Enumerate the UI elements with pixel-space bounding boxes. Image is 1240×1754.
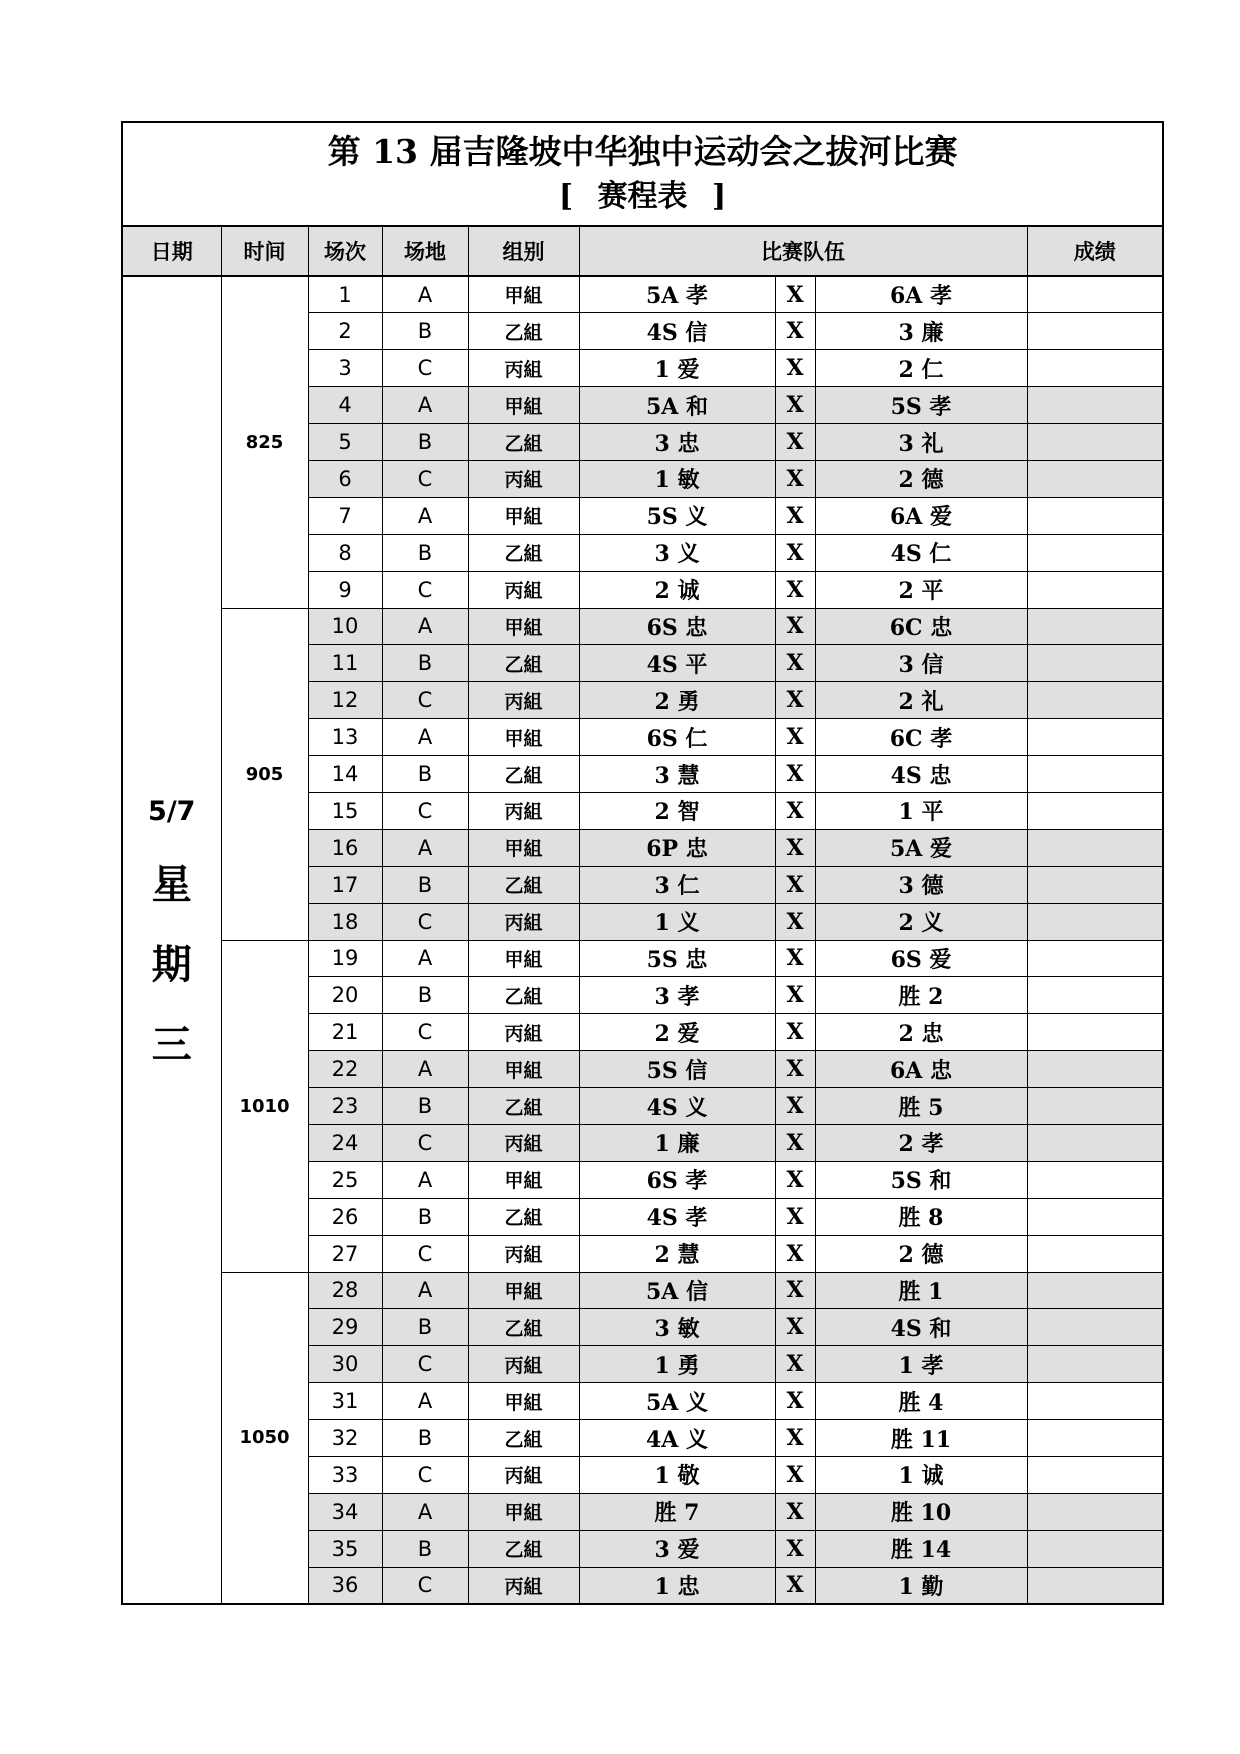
page-subtitle — [123, 177, 1162, 217]
match-group: 丙組 — [468, 792, 579, 829]
match-team-a: 5A 信 — [579, 1272, 775, 1309]
match-team-b: 2 礼 — [815, 682, 1027, 719]
match-team-a: 2 爱 — [579, 1014, 775, 1051]
match-result — [1027, 1309, 1163, 1346]
match-vs-mark: X — [775, 1014, 815, 1051]
match-court: A — [382, 719, 468, 756]
match-team-a: 1 敬 — [579, 1457, 775, 1494]
match-court: A — [382, 1272, 468, 1309]
match-number: 20 — [308, 977, 382, 1014]
match-group: 丙組 — [468, 350, 579, 387]
match-group: 甲組 — [468, 387, 579, 424]
match-team-b: 2 仁 — [815, 350, 1027, 387]
date-weekday-char: 期 — [151, 941, 192, 988]
header-group: 组别 — [468, 226, 579, 276]
match-court: A — [382, 608, 468, 645]
match-court: C — [382, 682, 468, 719]
match-court: B — [382, 1530, 468, 1567]
schedule-table — [121, 121, 1164, 1605]
match-court: C — [382, 1567, 468, 1604]
match-vs-mark: X — [775, 829, 815, 866]
match-vs-mark: X — [775, 387, 815, 424]
match-vs-mark: X — [775, 460, 815, 497]
match-team-b: 5S 和 — [815, 1161, 1027, 1198]
match-vs-mark: X — [775, 756, 815, 793]
match-result — [1027, 1272, 1163, 1309]
match-court: C — [382, 1235, 468, 1272]
match-vs-mark: X — [775, 1493, 815, 1530]
match-vs-mark: X — [775, 1457, 815, 1494]
match-team-a: 3 仁 — [579, 866, 775, 903]
match-team-a: 1 敏 — [579, 460, 775, 497]
match-group: 甲組 — [468, 497, 579, 534]
match-team-a: 5A 孝 — [579, 276, 775, 313]
match-team-b: 6A 爱 — [815, 497, 1027, 534]
match-row — [122, 940, 1163, 977]
match-vs-mark: X — [775, 1161, 815, 1198]
match-court: C — [382, 1457, 468, 1494]
match-team-a: 4A 义 — [579, 1420, 775, 1457]
match-court: A — [382, 276, 468, 313]
match-vs-mark: X — [775, 313, 815, 350]
match-group: 甲組 — [468, 608, 579, 645]
match-group: 丙組 — [468, 1567, 579, 1604]
match-team-a: 3 孝 — [579, 977, 775, 1014]
match-team-b: 5A 爱 — [815, 829, 1027, 866]
time-slot-cell: 825 — [221, 276, 308, 608]
match-group: 乙組 — [468, 1088, 579, 1125]
title-block — [122, 122, 1163, 226]
match-vs-mark: X — [775, 497, 815, 534]
match-vs-mark: X — [775, 1124, 815, 1161]
match-result — [1027, 1088, 1163, 1125]
match-number: 32 — [308, 1420, 382, 1457]
match-court: A — [382, 1493, 468, 1530]
match-group: 甲組 — [468, 719, 579, 756]
subtitle-open-bracket: [ — [558, 179, 574, 214]
match-number: 25 — [308, 1161, 382, 1198]
match-group: 甲組 — [468, 829, 579, 866]
match-team-b: 4S 仁 — [815, 534, 1027, 571]
match-number: 14 — [308, 756, 382, 793]
match-number: 24 — [308, 1124, 382, 1161]
match-court: C — [382, 460, 468, 497]
match-team-b: 1 孝 — [815, 1346, 1027, 1383]
match-team-a: 4S 孝 — [579, 1198, 775, 1235]
match-number: 8 — [308, 534, 382, 571]
match-number: 10 — [308, 608, 382, 645]
match-court: B — [382, 756, 468, 793]
match-team-b: 3 廉 — [815, 313, 1027, 350]
header-date: 日期 — [122, 226, 221, 276]
match-number: 9 — [308, 571, 382, 608]
match-group: 乙組 — [468, 424, 579, 461]
subtitle-close-bracket: ] — [711, 179, 727, 214]
match-number: 33 — [308, 1457, 382, 1494]
match-team-a: 1 忠 — [579, 1567, 775, 1604]
match-result — [1027, 1235, 1163, 1272]
date-month-day: 5/7 — [148, 795, 196, 827]
match-team-a: 1 爱 — [579, 350, 775, 387]
match-vs-mark: X — [775, 1051, 815, 1088]
match-result — [1027, 497, 1163, 534]
match-number: 31 — [308, 1383, 382, 1420]
match-team-b: 2 德 — [815, 1235, 1027, 1272]
match-result — [1027, 1198, 1163, 1235]
match-court: A — [382, 829, 468, 866]
match-team-b: 4S 忠 — [815, 756, 1027, 793]
match-team-b: 6A 孝 — [815, 276, 1027, 313]
match-team-b: 2 忠 — [815, 1014, 1027, 1051]
match-team-a: 5S 信 — [579, 1051, 775, 1088]
match-group: 乙組 — [468, 1309, 579, 1346]
match-number: 17 — [308, 866, 382, 903]
match-result — [1027, 608, 1163, 645]
match-row — [122, 1272, 1163, 1309]
match-result — [1027, 1346, 1163, 1383]
match-result — [1027, 719, 1163, 756]
match-vs-mark: X — [775, 903, 815, 940]
match-team-a: 3 忠 — [579, 424, 775, 461]
match-group: 乙組 — [468, 1198, 579, 1235]
match-number: 23 — [308, 1088, 382, 1125]
match-result — [1027, 866, 1163, 903]
match-group: 乙組 — [468, 756, 579, 793]
match-court: A — [382, 940, 468, 977]
match-vs-mark: X — [775, 1309, 815, 1346]
match-number: 18 — [308, 903, 382, 940]
match-vs-mark: X — [775, 608, 815, 645]
match-group: 丙組 — [468, 1346, 579, 1383]
match-result — [1027, 313, 1163, 350]
match-number: 5 — [308, 424, 382, 461]
match-team-b: 6C 孝 — [815, 719, 1027, 756]
match-court: B — [382, 977, 468, 1014]
match-number: 11 — [308, 645, 382, 682]
match-result — [1027, 756, 1163, 793]
match-team-a: 5S 义 — [579, 497, 775, 534]
match-vs-mark: X — [775, 719, 815, 756]
match-team-a: 2 智 — [579, 792, 775, 829]
match-court: C — [382, 1014, 468, 1051]
match-team-a: 6S 忠 — [579, 608, 775, 645]
match-number: 27 — [308, 1235, 382, 1272]
match-group: 甲組 — [468, 1383, 579, 1420]
match-court: B — [382, 424, 468, 461]
match-team-b: 1 平 — [815, 792, 1027, 829]
match-number: 26 — [308, 1198, 382, 1235]
match-team-a: 3 爱 — [579, 1530, 775, 1567]
match-group: 丙組 — [468, 1457, 579, 1494]
match-team-a: 胜 7 — [579, 1493, 775, 1530]
header-row — [122, 226, 1163, 276]
match-team-b: 6C 忠 — [815, 608, 1027, 645]
match-court: C — [382, 903, 468, 940]
match-court: A — [382, 1383, 468, 1420]
match-court: C — [382, 571, 468, 608]
match-result — [1027, 977, 1163, 1014]
match-number: 34 — [308, 1493, 382, 1530]
match-team-a: 6P 忠 — [579, 829, 775, 866]
match-result — [1027, 1383, 1163, 1420]
match-result — [1027, 1051, 1163, 1088]
match-group: 甲組 — [468, 940, 579, 977]
match-group: 丙組 — [468, 1124, 579, 1161]
match-team-b: 胜 10 — [815, 1493, 1027, 1530]
match-court: A — [382, 1051, 468, 1088]
match-vs-mark: X — [775, 1198, 815, 1235]
match-court: B — [382, 1198, 468, 1235]
match-court: A — [382, 1161, 468, 1198]
match-team-a: 3 义 — [579, 534, 775, 571]
match-team-b: 5S 孝 — [815, 387, 1027, 424]
match-group: 乙組 — [468, 866, 579, 903]
match-team-a: 6S 仁 — [579, 719, 775, 756]
match-result — [1027, 460, 1163, 497]
match-court: A — [382, 387, 468, 424]
match-team-a: 2 诚 — [579, 571, 775, 608]
match-team-b: 胜 1 — [815, 1272, 1027, 1309]
match-vs-mark: X — [775, 1420, 815, 1457]
match-result — [1027, 903, 1163, 940]
match-court: B — [382, 1088, 468, 1125]
match-result — [1027, 1420, 1163, 1457]
match-result — [1027, 645, 1163, 682]
match-result — [1027, 276, 1163, 313]
date-weekday-char: 星 — [151, 861, 192, 908]
match-team-a: 1 廉 — [579, 1124, 775, 1161]
match-number: 12 — [308, 682, 382, 719]
match-result — [1027, 571, 1163, 608]
match-vs-mark: X — [775, 1235, 815, 1272]
match-vs-mark: X — [775, 534, 815, 571]
match-team-b: 2 德 — [815, 460, 1027, 497]
match-court: B — [382, 534, 468, 571]
match-vs-mark: X — [775, 792, 815, 829]
match-group: 乙組 — [468, 534, 579, 571]
time-slot-cell: 905 — [221, 608, 308, 940]
match-team-b: 3 德 — [815, 866, 1027, 903]
header-match-no: 场次 — [308, 226, 382, 276]
match-number: 2 — [308, 313, 382, 350]
match-court: C — [382, 1346, 468, 1383]
match-vs-mark: X — [775, 1088, 815, 1125]
match-result — [1027, 387, 1163, 424]
match-result — [1027, 1567, 1163, 1604]
match-result — [1027, 682, 1163, 719]
match-team-b: 1 勤 — [815, 1567, 1027, 1604]
match-result — [1027, 1014, 1163, 1051]
subtitle-text: 赛程表 — [597, 179, 688, 214]
date-weekday-char: 三 — [151, 1021, 192, 1068]
time-slot-cell: 1050 — [221, 1272, 308, 1604]
match-result — [1027, 1161, 1163, 1198]
match-number: 3 — [308, 350, 382, 387]
match-court: B — [382, 645, 468, 682]
match-result — [1027, 424, 1163, 461]
schedule-sheet — [121, 121, 1162, 1605]
match-team-a: 1 勇 — [579, 1346, 775, 1383]
match-team-b: 2 平 — [815, 571, 1027, 608]
match-number: 19 — [308, 940, 382, 977]
match-team-a: 1 义 — [579, 903, 775, 940]
match-team-a: 5S 忠 — [579, 940, 775, 977]
match-group: 乙組 — [468, 977, 579, 1014]
match-team-a: 4S 信 — [579, 313, 775, 350]
match-court: C — [382, 792, 468, 829]
match-team-a: 4S 义 — [579, 1088, 775, 1125]
match-number: 35 — [308, 1530, 382, 1567]
match-team-b: 2 义 — [815, 903, 1027, 940]
match-result — [1027, 829, 1163, 866]
header-time: 时间 — [221, 226, 308, 276]
match-group: 乙組 — [468, 1530, 579, 1567]
match-result — [1027, 1530, 1163, 1567]
match-group: 乙組 — [468, 1420, 579, 1457]
match-number: 13 — [308, 719, 382, 756]
match-team-a: 3 慧 — [579, 756, 775, 793]
match-result — [1027, 1124, 1163, 1161]
match-group: 丙組 — [468, 1235, 579, 1272]
match-result — [1027, 792, 1163, 829]
match-vs-mark: X — [775, 1567, 815, 1604]
match-group: 丙組 — [468, 460, 579, 497]
match-team-b: 胜 11 — [815, 1420, 1027, 1457]
match-group: 乙組 — [468, 645, 579, 682]
match-vs-mark: X — [775, 940, 815, 977]
match-vs-mark: X — [775, 1530, 815, 1567]
match-vs-mark: X — [775, 977, 815, 1014]
match-court: B — [382, 313, 468, 350]
match-group: 丙組 — [468, 1014, 579, 1051]
match-court: B — [382, 866, 468, 903]
match-team-b: 1 诚 — [815, 1457, 1027, 1494]
match-team-b: 2 孝 — [815, 1124, 1027, 1161]
match-number: 22 — [308, 1051, 382, 1088]
match-team-b: 6S 爱 — [815, 940, 1027, 977]
match-number: 4 — [308, 387, 382, 424]
match-team-b: 胜 8 — [815, 1198, 1027, 1235]
date-cell — [122, 276, 221, 1604]
time-slot-cell: 1010 — [221, 940, 308, 1272]
match-group: 丙組 — [468, 903, 579, 940]
match-team-b: 胜 2 — [815, 977, 1027, 1014]
match-result — [1027, 1457, 1163, 1494]
match-vs-mark: X — [775, 682, 815, 719]
page-title: 第 13 届吉隆坡中华独中运动会之拔河比赛 — [327, 132, 958, 171]
match-team-a: 3 敏 — [579, 1309, 775, 1346]
match-group: 丙組 — [468, 571, 579, 608]
match-number: 21 — [308, 1014, 382, 1051]
match-vs-mark: X — [775, 1383, 815, 1420]
match-number: 36 — [308, 1567, 382, 1604]
match-court: C — [382, 1124, 468, 1161]
match-vs-mark: X — [775, 1272, 815, 1309]
match-group: 甲組 — [468, 1051, 579, 1088]
match-result — [1027, 940, 1163, 977]
match-row — [122, 608, 1163, 645]
match-vs-mark: X — [775, 350, 815, 387]
match-team-a: 5A 义 — [579, 1383, 775, 1420]
match-court: C — [382, 350, 468, 387]
match-team-a: 2 勇 — [579, 682, 775, 719]
match-team-b: 胜 14 — [815, 1530, 1027, 1567]
match-result — [1027, 534, 1163, 571]
header-court: 场地 — [382, 226, 468, 276]
match-group: 甲組 — [468, 1272, 579, 1309]
match-team-b: 4S 和 — [815, 1309, 1027, 1346]
match-number: 7 — [308, 497, 382, 534]
match-vs-mark: X — [775, 424, 815, 461]
match-group: 甲組 — [468, 1161, 579, 1198]
match-team-a: 2 慧 — [579, 1235, 775, 1272]
match-number: 30 — [308, 1346, 382, 1383]
match-number: 6 — [308, 460, 382, 497]
match-number: 28 — [308, 1272, 382, 1309]
match-row — [122, 276, 1163, 313]
match-group: 乙組 — [468, 313, 579, 350]
match-court: B — [382, 1420, 468, 1457]
match-team-b: 胜 5 — [815, 1088, 1027, 1125]
header-teams: 比赛队伍 — [579, 226, 1027, 276]
match-vs-mark: X — [775, 645, 815, 682]
match-team-b: 3 礼 — [815, 424, 1027, 461]
match-number: 16 — [308, 829, 382, 866]
match-list — [122, 276, 1163, 1604]
match-team-b: 3 信 — [815, 645, 1027, 682]
match-number: 15 — [308, 792, 382, 829]
match-vs-mark: X — [775, 866, 815, 903]
match-number: 1 — [308, 276, 382, 313]
match-vs-mark: X — [775, 1346, 815, 1383]
match-result — [1027, 1493, 1163, 1530]
header-result: 成绩 — [1027, 226, 1163, 276]
match-group: 甲組 — [468, 276, 579, 313]
match-number: 29 — [308, 1309, 382, 1346]
match-team-a: 5A 和 — [579, 387, 775, 424]
match-vs-mark: X — [775, 571, 815, 608]
match-court: B — [382, 1309, 468, 1346]
match-result — [1027, 350, 1163, 387]
match-group: 丙組 — [468, 682, 579, 719]
match-group: 甲組 — [468, 1493, 579, 1530]
match-team-b: 胜 4 — [815, 1383, 1027, 1420]
match-team-b: 6A 忠 — [815, 1051, 1027, 1088]
match-vs-mark: X — [775, 276, 815, 313]
match-team-a: 4S 平 — [579, 645, 775, 682]
match-team-a: 6S 孝 — [579, 1161, 775, 1198]
match-court: A — [382, 497, 468, 534]
